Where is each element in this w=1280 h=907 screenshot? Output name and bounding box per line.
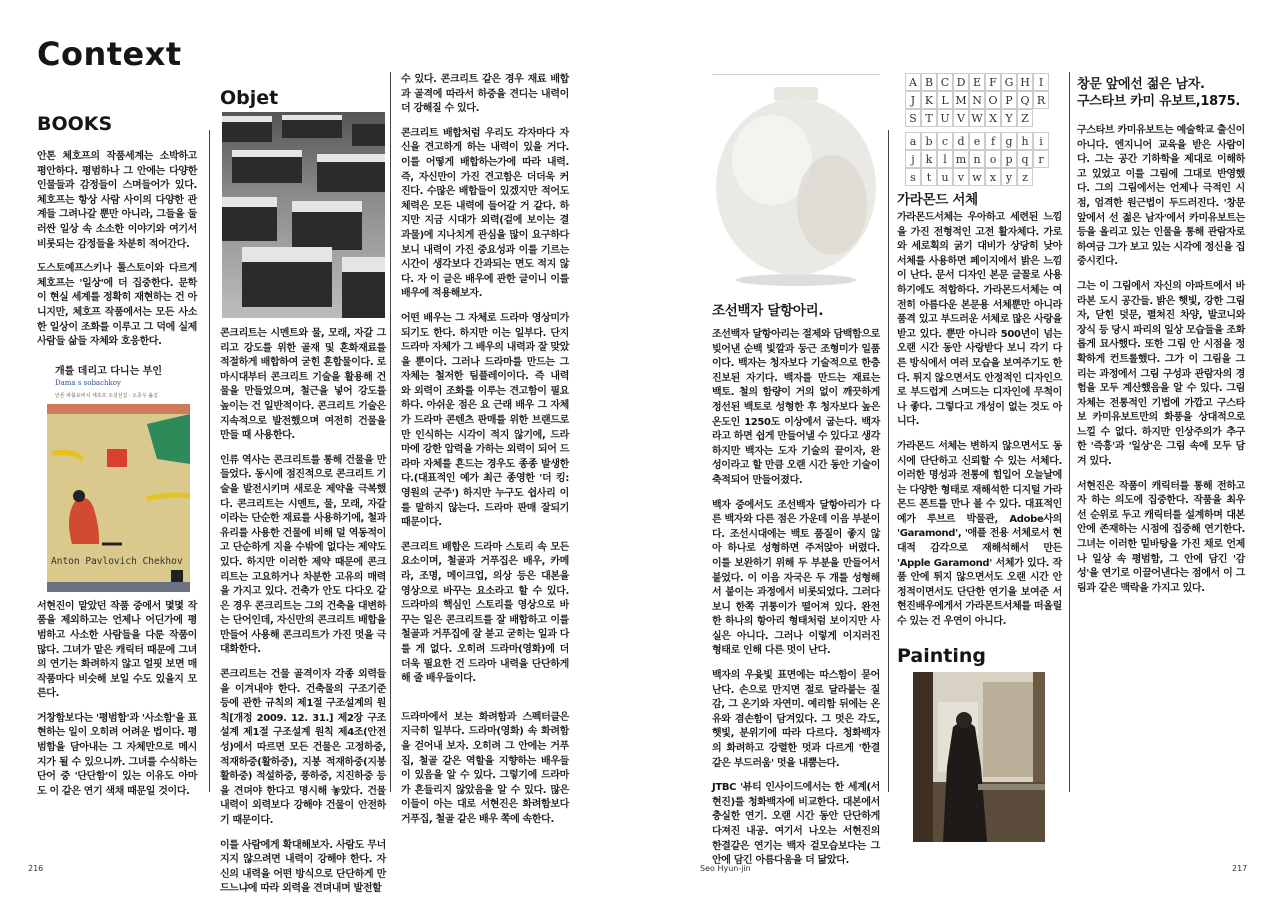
painting-title-line2: 구스타브 카미 유보트,1875. — [1077, 94, 1241, 109]
specimen-glyph: s — [905, 168, 921, 186]
page-number-left: 216 — [28, 864, 44, 873]
cover-bottom-pattern — [47, 570, 190, 592]
specimen-glyph: i — [1033, 132, 1049, 150]
column-divider — [390, 72, 391, 792]
books-column-top — [37, 150, 197, 360]
specimen-glyph: R — [1033, 91, 1049, 109]
specimen-glyph: w — [969, 168, 985, 186]
specimen-row — [905, 150, 1062, 168]
page-number-right: 217 — [1232, 864, 1248, 873]
specimen-glyph: Q — [1017, 91, 1033, 109]
specimen-row — [905, 132, 1062, 150]
cover-title: 개를 데리고 다니는 부인 — [55, 365, 163, 377]
specimen-glyph: I — [1033, 73, 1049, 91]
specimen-glyph: l — [937, 150, 953, 168]
specimen-glyph: n — [969, 150, 985, 168]
specimen-glyph: e — [969, 132, 985, 150]
garamond-specimen — [905, 73, 1062, 186]
specimen-glyph: L — [937, 91, 953, 109]
books-heading: BOOKS — [37, 113, 113, 135]
specimen-glyph: g — [1001, 132, 1017, 150]
cover-subtitle: Dama s sobachkoy — [55, 378, 121, 387]
moon-jar-heading: 조선백자 달항아리. — [712, 303, 824, 319]
specimen-glyph: r — [1033, 150, 1049, 168]
column-divider — [888, 130, 889, 792]
specimen-glyph: S — [905, 109, 921, 127]
specimen-glyph: b — [921, 132, 937, 150]
column-divider — [209, 130, 210, 792]
paragraph: 가라몬드서체는 우아하고 세련된 느낌을 가진 전형적인 고전 활자체다. 가로와 세로획의 굵기 대비가 상당히 낮아 서체를 사용하면 페이지에서 밝은 느낌이 난다. 문서 디자인 본문 글꼴로 사용하기에도 적합하다. 가라몬드서체는 여전히 아름다운 본문용 서체뿐만 아니라 품격 있고 부드러운 서체로 많은 사랑을 받고 있다. 뿐만 아니라 500년이 넘는 오랜 시간 동안 사랑받다 보니 각기 다른 방식에서 여러 모습을 보여주기도 한다. 튀지 않으면서도 안정적인 디자인으로 부드럽게 스며드는 디자인에 무척이나 좋다. 그렇다고 개성이 없는 것도 아니다. — [897, 212, 1062, 428]
concrete-blocks-image — [222, 112, 385, 318]
specimen-glyph: O — [985, 91, 1001, 109]
paragraph: 서현진이 맡았던 작품 중에서 몇몇 작품을 제외하고는 언제나 어딘가에 평범하고 사소한 사람들을 다룬 작품이 많다. 그녀가 맡은 캐릭터 때문에 그녀의 연기는 화려하지 않고 얼핏 보면 매 작품마다 비슷해 보일 수도 있을지 모른다. — [37, 600, 197, 700]
books-section — [37, 112, 197, 809]
specimen-row — [905, 168, 1062, 186]
objet-column-2 — [401, 73, 569, 838]
painting-title-line1: 창문 앞에선 젊은 남자. — [1077, 77, 1205, 92]
specimen-glyph: P — [1001, 91, 1017, 109]
specimen-glyph: J — [905, 91, 921, 109]
specimen-glyph: N — [969, 91, 985, 109]
specimen-glyph: c — [937, 132, 953, 150]
specimen-glyph: U — [937, 109, 953, 127]
moon-jar-column — [712, 303, 880, 879]
paragraph: 콘크리트는 시멘트와 물, 모래, 자갈 그리고 강도를 위한 골재 및 혼화재료를 적절하게 배합하여 굳힌 혼합물이다. 로마시대부터 콘크리트 기술을 활용해 건물을 만들었으며, 철근을 넣어 강도를 높이는 건 일반적이다. 콘크리트 기술은 지속적으로 발전했으며 여전히 건물을 만들 때 사용한다. — [220, 328, 386, 442]
specimen-glyph: v — [953, 168, 969, 186]
specimen-glyph: Z — [1017, 109, 1033, 127]
specimen-glyph: F — [985, 73, 1001, 91]
paragraph: 조선백자 달항아리는 절제와 담백함으로 빚어낸 순백 빛깔과 둥근 조형미가 일품이다. 백자는 청자보다 기술적으로 한층 진보된 자기다. 백자를 만드는 재료는 백토. 철의 함량이 거의 없이 깨끗하게 정선된 백토로 성형한 후 청자보다 높은 온도인 1250도 이상에서 굽는다. 백자라고 하면 쉽게 만들어낼 수 있다고 생각하지만 백자는 도자 기술의 끝이자, 완성이라고 할 만큼 오랜 시간 동안 기술이 축적되어 만들어졌다. — [712, 329, 880, 486]
specimen-glyph: A — [905, 73, 921, 91]
paragraph: 가라몬드 서체는 변하지 않으면서도 동시에 단단하고 신뢰할 수 있는 서체다. 이러한 명성과 전통에 힘입어 오늘날에는 다양한 형태로 재해석한 디지털 가라몬드 폰트를 만나 볼 수 있다. 대표적인 예가 루브르 박물관, Adobe사의 'Garamond', '애플 전용 서체로서 현대적 감각으로 재해석해서 만든 'Apple Garamond' 서체가 있다. 작품 안에 튀지 않으면서도 오랜 시간 안정적이면서도 단단한 연기을 보여준 서현진배우에게서 가라몬트서체를 떠올릴 수 있는 건 우연이 아니다. — [897, 440, 1062, 628]
paragraph: 백자의 우윳빛 표면에는 따스함이 묻어난다. 손으로 만지면 절로 달라붙는 질감, 그 온기와 자연미. 예리함 뒤에는 온유와 겸손함이 담겨있다. 그 멋은 각도, 햇빛, 분위기에 따라 다르다. 청화백자의 화려하고 강렬한 멋과 다르게 '한결 같은 부드러움' 멋을 내뿜는다. — [712, 670, 880, 769]
specimen-glyph: Y — [1001, 109, 1017, 127]
specimen-glyph: E — [969, 73, 985, 91]
column-divider — [1069, 72, 1070, 792]
paragraph: 인류 역사는 콘크리트를 통해 건물을 만들었다. 동시에 점진적으로 콘크리트 기술을 발전시키며 새로운 제약을 극복했다. 콘크리트는 시멘트, 물, 모래, 자갈이라는 단순한 재료를 사용하기에, 철과 유리를 사용한 건물에 비해 덜 역동적이고 단순하게 지을 수밖에 없다는 제약도 있다. 하지만 이러한 제약 때문에 콘크리트는 고요하거나 차분한 고유의 매력을 가지고 있다. 건축가 안도 다다오 같은 경우 콘크리트는 그의 건축을 대변하는 단어인데, 자신만의 콘크리트 배합을 만들어 사용해 콘크리트가 가진 멋을 극대화한다. — [220, 454, 386, 656]
objet-section-continued — [401, 73, 569, 838]
specimen-glyph: m — [953, 150, 969, 168]
specimen-glyph: D — [953, 73, 969, 91]
footer-author: Seo Hyun-jin — [700, 864, 751, 873]
specimen-glyph: T — [921, 109, 937, 127]
painting-section — [1077, 76, 1245, 606]
specimen-glyph: z — [1017, 168, 1033, 186]
paragraph: 콘크리트 배합은 드라마 스토리 속 모든 요소이며, 철골과 거푸집은 배우, 카메라, 조명, 메이크업, 의상 등은 대본을 영상으로 바꾸는 요소라고 할 수 있다. 드라마의 핵심인 스토리를 영상으로 바꾸는 일은 콘크리트를 잘 배합하고 이를 철골과 거푸집에 잘 붇고 굳히는 일과 다를 게 없다. 오히려 드라마(영화)에 더 더욱 필요한 건 드라마 내력을 단단하게 해 줄 배우들이다. — [401, 541, 569, 685]
painting-heading: Painting — [897, 644, 986, 667]
specimen-glyph: j — [905, 150, 921, 168]
paragraph: 서현진은 작품이 캐릭터를 통해 전하고자 하는 의도에 집중한다. 작품을 최우선 순위로 두고 캐릭터를 설계하며 대본 안에 존재하는 시점에 집중해 연기한다. 그녀는 이러한 밑바탕을 가진 채로 언제나 일상 속 평범함, 그 안에 담긴 '감성'을 연기로 이끌어낸다는 점에서 이 그림과 같은 맥락을 가지고 있다. — [1077, 480, 1245, 594]
specimen-glyph: M — [953, 91, 969, 109]
paragraph: 구스타브 카미유보트는 예술학교 출신이 아니다. 엔지니어 교육을 받은 사람이다. 그는 공간 기하학을 제대로 이해하고 있었고 이를 그림에 그대로 반영했다. 그의 그림에서는 언제나 극적인 시점, 엄격한 원근법이 두드러진다. '창문 앞에서 선 젊은 남자'에서 카미유보트는 등을 올리고 있는 인물을 통해 관람자로 하여금 그가 보고 있는 시각에 정신을 집중시킨다. — [1077, 125, 1245, 268]
paragraph: 드라마에서 보는 화려함과 스펙터클은 지극히 일부다. 드라마(영화) 속 화려함을 걷어내 보자. 오히려 그 안에는 거푸집, 철골 같은 역할을 지향하는 배우들이 있음을 알 수 있다. 그렇기에 드라마가 흔들리지 않았음을 알 수 있다. 많은 이들이 아는 대로 서현진은 화려함보다 거푸집, 철골 같은 배우 쪽에 속한다. — [401, 711, 569, 825]
moon-jar-image — [712, 74, 880, 289]
paragraph: 수 있다. 콘크리트 같은 경우 재료 배합과 골격에 따라서 하중을 견디는 내력이 더 강해질 수 있다. — [401, 74, 569, 115]
paragraph: 그는 이 그림에서 자신의 아파트에서 바라본 도시 공간들. 밝은 햇빛, 강한 그림자, 닫힌 덧문, 펼쳐진 차양, 발코니와 장식 등 당시 파리의 일상 모습들을 조화롭게 묘사했다. 또한 그림 안 시점을 정확하게 컨트롤했다. 그가 이 그림을 그리는 과정에서 그림 구성과 관람자의 경험을 모두 계산했음을 알 수 있다. 그림 자체는 전통적인 기법에 가깝고 구스타보 카미유보트만의 화풍을 상대적으로 느낄 수 없다. 하지만 인상주의가 추구한 '즉흥'과 '일상'은 그림 속에 모두 담겨 있다. — [1077, 280, 1245, 468]
specimen-glyph: a — [905, 132, 921, 150]
paragraph: 어떤 배우는 그 자체로 드라마 영상미가 되기도 한다. 하지만 이는 일부다. 단지 드라마 자체가 그 배우의 내력과 잘 맞았을 뿐이다. 그러나 드라마를 만드는 그 자체는 철저한 팀플레이이다. 즉 내력 와 외력이 조화를 이루는 견고함이 필요하다. 아쉬운 점은 요 근래 배우 그 자체가 드라마 콘텐츠 판매를 위한 브랜드로만 인식하는 시각이 적지 않기에, 드라마에 강한 압력을 가하는 외력이 되어 드라마 자체를 흔드는 경우도 종종 발생한다.(대표적인 예가 최근 종영한 '더 킹: 영원의 군주') 하지만 누구도 쉽사리 이를 말하지 않는다. 드라마 판매 잘되기 때문이다. — [401, 312, 569, 529]
paragraph: 콘크리트 배합처럼 우리도 각자마다 자신을 견고하게 하는 내력이 있을 거다. 이를 어떻게 배합하는가에 따라 내력. 즉, 자신만이 가진 견고함은 더더욱 커진다. 수많은 배합들이 있겠지만 적어도 체력은 모든 내력에 들어갈 거 같다. 하지만 지금 시대가 외력(겉에 보이는 결과물)에 지나치게 관심을 많이 요구하다 보니 내력이 가진 중요성과 이를 기르는 시간이 생각보다 간과되는 면도 적지 않다. 자 이 글은 배우에 관한 글이니 이를 배우에 적용해보자. — [401, 127, 569, 300]
page-title: Context — [37, 35, 182, 73]
specimen-glyph: p — [1001, 150, 1017, 168]
specimen-glyph: t — [921, 168, 937, 186]
garamond-column — [897, 192, 1062, 640]
specimen-glyph: K — [921, 91, 937, 109]
paragraph: 콘크리트는 건물 골격이자 각종 외력들을 이겨내야 한다. 건축물의 구조기준 등에 관한 규칙의 제1절 구조설계의 원칙[개정 2009. 12. 31.] 제2장 구조설계 제1절 구조설계 원칙 제4조(안전성)에서 따르면 모든 건물은 고정하중, 적재하중(활하중), 지붕 적재하중(지붕 활하중) 적설하중, 풍하중, 지진하중 등을 견뎌야 한다고 명시해 놓았다. 건물 내력이 외력보다 강해야 건물이 안전하기 때문이다. — [220, 669, 386, 826]
moon-jar-section — [712, 74, 880, 879]
paragraph: 안톤 체호프의 작품세계는 소박하고 평안하다. 평범하나 그 안에는 다양한 인물들과 감정들이 스며들어가 있다. 체호프는 항상 사람 사이의 다양한 관계들 그려나갈 뿐만 아니라, 그들을 둘러싼 일상 속 소소한 이야기와 여기서 비롯되는 감정들을 차분히 적어간다. — [37, 151, 197, 250]
cover-illustration — [47, 404, 190, 554]
specimen-glyph: k — [921, 150, 937, 168]
specimen-row — [905, 73, 1062, 91]
cover-series: 안톤 파블로비치 체호프 소설선집 · 오종우 옮김 — [55, 392, 158, 399]
paragraph: 도스토예프스키나 톨스토이와 다르게 체호프는 '일상'에 더 집중한다. 문학이 현실 세계를 정확히 재현하는 건 아니지만, 체호프 작품에서는 모든 사소한 일상이 조화를 이루고 그 덕에 실제 사람들 삶들 자체와 호응한다. — [37, 263, 197, 348]
painting-image — [913, 672, 1045, 842]
specimen-glyph: x — [985, 168, 1001, 186]
garamond-section — [897, 73, 1062, 842]
paragraph: JTBC '뷰티 인사이드에서는 한 세계(서현진)를 청화백자에 비교한다. 대본에서 충실한 연기. 오랜 시간 동안 단단하게 다져진 내공. 여기서 나오는 서현진의 한결같은 연기는 백자 겉모습보다는 그 안에 담긴 아름다움을 더 닮았다. — [712, 782, 880, 867]
specimen-glyph: V — [953, 109, 969, 127]
specimen-glyph: W — [969, 109, 985, 127]
specimen-glyph: y — [1001, 168, 1017, 186]
objet-heading: Objet — [220, 87, 279, 109]
books-column-bottom — [37, 600, 197, 810]
specimen-glyph: o — [985, 150, 1001, 168]
specimen-glyph: G — [1001, 73, 1017, 91]
specimen-glyph: C — [937, 73, 953, 91]
cover-author: Anton Pavlovich Chekhov — [51, 555, 183, 567]
objet-section — [220, 86, 386, 907]
garamond-heading: 가라몬드 서체 — [897, 192, 978, 208]
paragraph: 백자 중에서도 조선백자 달항아리가 다른 백자와 다른 점은 가운데 이음 부분이다. 조선시대에는 백토 품질이 좋지 않아 하나로 성형하면 주저앉아 버렸다. 이를 보완하기 위해 두 부분을 만들어서 붙었다. 이 이음 자국은 두 개를 성형해서 붙이는 과정에서 비롯되었다. 그러다 보니 한쪽 귀퉁이가 떨어져 있다. 완전한 하나의 항아리 형태처럼 보이지만 사실은 아니다. 그러나 이렇게 이지러진 형태로 인해 다른 멋이 난다. — [712, 499, 880, 657]
specimen-glyph: H — [1017, 73, 1033, 91]
paragraph: 거창함보다는 '평범함'과 '사소함'을 표현하는 일이 오히려 어려운 법이다. 평범함을 담아내는 그 자체만으로 메시지가 될 수 있으니까. 그녀를 수식하는 단어 중 '단단함'이 있는 이유도 아마도 이 같은 연기 색채 때문일 것이다. — [37, 712, 197, 797]
paragraph: 이를 사람에게 확대해보자. 사람도 무너지지 않으려면 내력이 강해야 한다. 자신의 내력을 어떤 방식으로 단단하게 만드느냐에 따라 외력을 견뎌내며 발전할 — [220, 839, 386, 895]
specimen-row — [905, 91, 1062, 109]
specimen-glyph: d — [953, 132, 969, 150]
specimen-glyph: h — [1017, 132, 1033, 150]
specimen-glyph: q — [1017, 150, 1033, 168]
specimen-glyph: u — [937, 168, 953, 186]
specimen-glyph: X — [985, 109, 1001, 127]
painting-title — [1077, 76, 1245, 110]
painting-column — [1077, 76, 1245, 606]
specimen-glyph: f — [985, 132, 1001, 150]
book-cover-image — [47, 360, 190, 592]
objet-column-1 — [220, 327, 386, 907]
specimen-row — [905, 109, 1062, 127]
specimen-glyph: B — [921, 73, 937, 91]
